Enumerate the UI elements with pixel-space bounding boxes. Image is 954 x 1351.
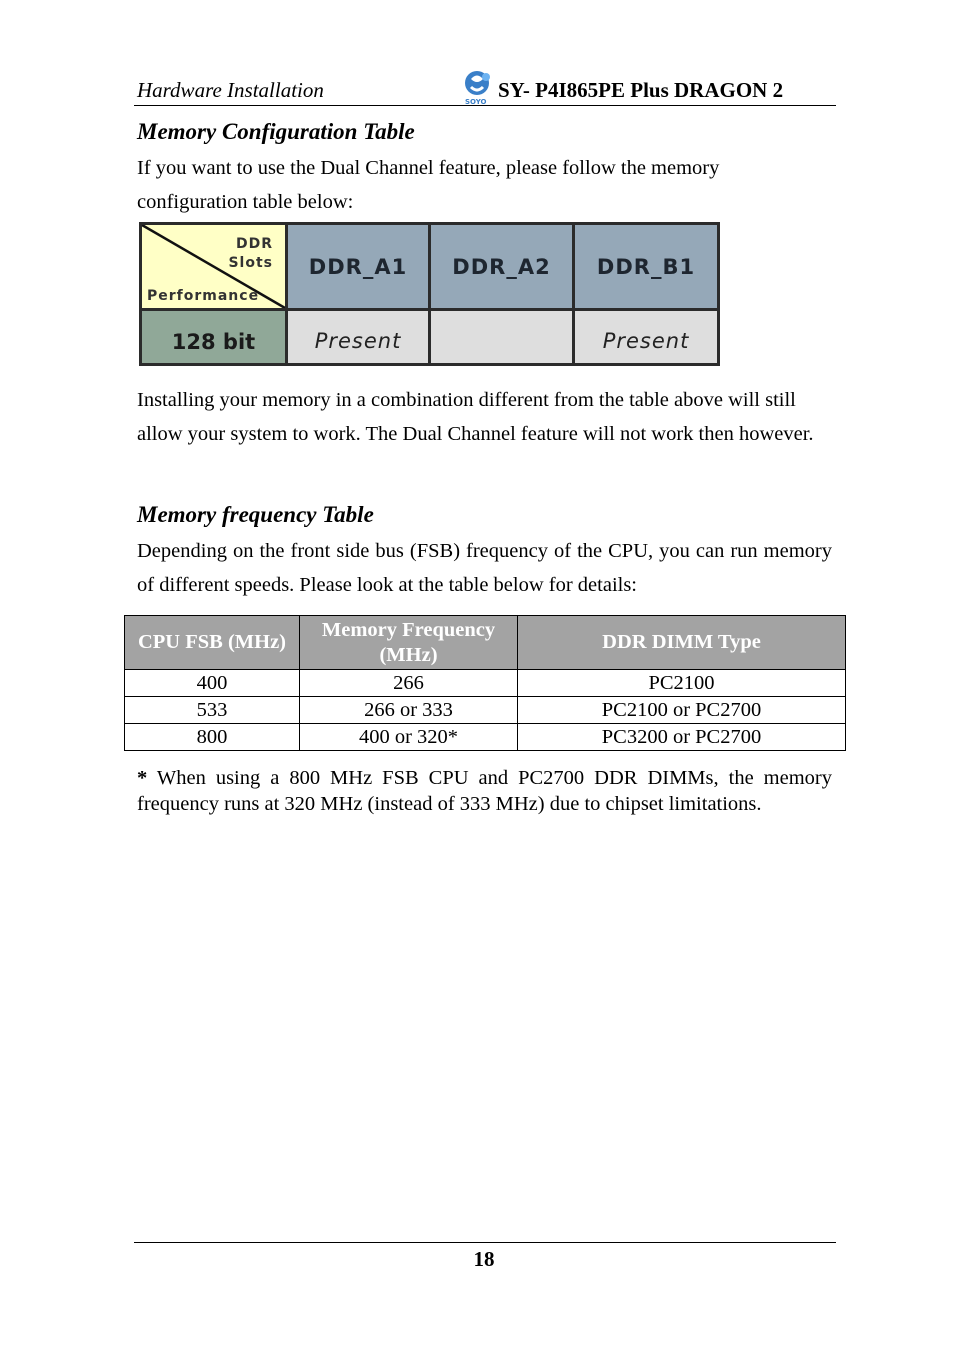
table-cell: 266 xyxy=(300,670,518,697)
table-cell: 266 or 333 xyxy=(300,697,518,724)
soyo-logo-icon xyxy=(463,68,497,106)
header-divider xyxy=(134,105,836,106)
header-model-name: SY- P4I865PE Plus DRAGON 2 xyxy=(498,78,784,102)
table-cell: 800 xyxy=(125,724,300,751)
footer-divider xyxy=(134,1242,836,1243)
row-label-128bit: 128 bit xyxy=(142,311,285,363)
page-number: 18 xyxy=(473,1247,495,1271)
config-intro-text: If you want to use the Dual Channel feature, please follow the memory configuration table below: xyxy=(137,157,720,213)
logo-text: SOYO xyxy=(465,98,487,106)
table-cell: PC3200 or PC2700 xyxy=(518,724,846,751)
config-after-text: Installing your memory in a combination different from the table above will still allow your system to work. The Dual Channel feature will not work then however. xyxy=(137,389,814,445)
slot-header-a1: DDR_A1 xyxy=(288,225,428,308)
header-cpu-fsb: CPU FSB (MHz) xyxy=(125,616,300,670)
table-cell: 400 xyxy=(125,670,300,697)
frequency-intro-text: Depending on the front side bus (FSB) frequency of the CPU, you can run memory of different speeds. Please look at the table below for details: xyxy=(137,540,832,596)
slot-value-a1: Present xyxy=(288,311,428,363)
table-row xyxy=(125,724,846,751)
corner-slots-label: DDR Slots xyxy=(228,236,273,271)
slot-value-b1: Present xyxy=(575,311,717,363)
table-header-row xyxy=(125,616,846,670)
config-section-title: Memory Configuration Table xyxy=(137,119,415,144)
table-cell: 400 or 320* xyxy=(300,724,518,751)
header-ddr-dimm-type: DDR DIMM Type xyxy=(518,616,846,670)
table-cell: 533 xyxy=(125,697,300,724)
table-row xyxy=(125,697,846,724)
table-corner-header xyxy=(142,225,285,308)
table-cell: PC2100 xyxy=(518,670,846,697)
footnote-text: When using a 800 MHz FSB CPU and PC2700 DDR DIMMs, the memory frequency runs at 320 MHz (instead of 333 MHz) due to chipset limitations. xyxy=(137,767,832,815)
footnote-marker: * xyxy=(137,767,148,789)
slot-header-b1: DDR_B1 xyxy=(575,225,717,308)
header-section-title: Hardware Installation xyxy=(137,78,324,102)
slot-value-a2 xyxy=(431,311,572,363)
memory-config-table xyxy=(139,222,720,366)
table-cell: PC2100 or PC2700 xyxy=(518,697,846,724)
table-row xyxy=(125,670,846,697)
slot-header-a2: DDR_A2 xyxy=(431,225,572,308)
header-memory-frequency: Memory Frequency (MHz) xyxy=(300,616,518,670)
frequency-section-title: Memory frequency Table xyxy=(137,502,374,527)
memory-frequency-table xyxy=(124,615,846,751)
corner-performance-label: Performance xyxy=(147,288,260,304)
frequency-footnote xyxy=(137,765,832,817)
